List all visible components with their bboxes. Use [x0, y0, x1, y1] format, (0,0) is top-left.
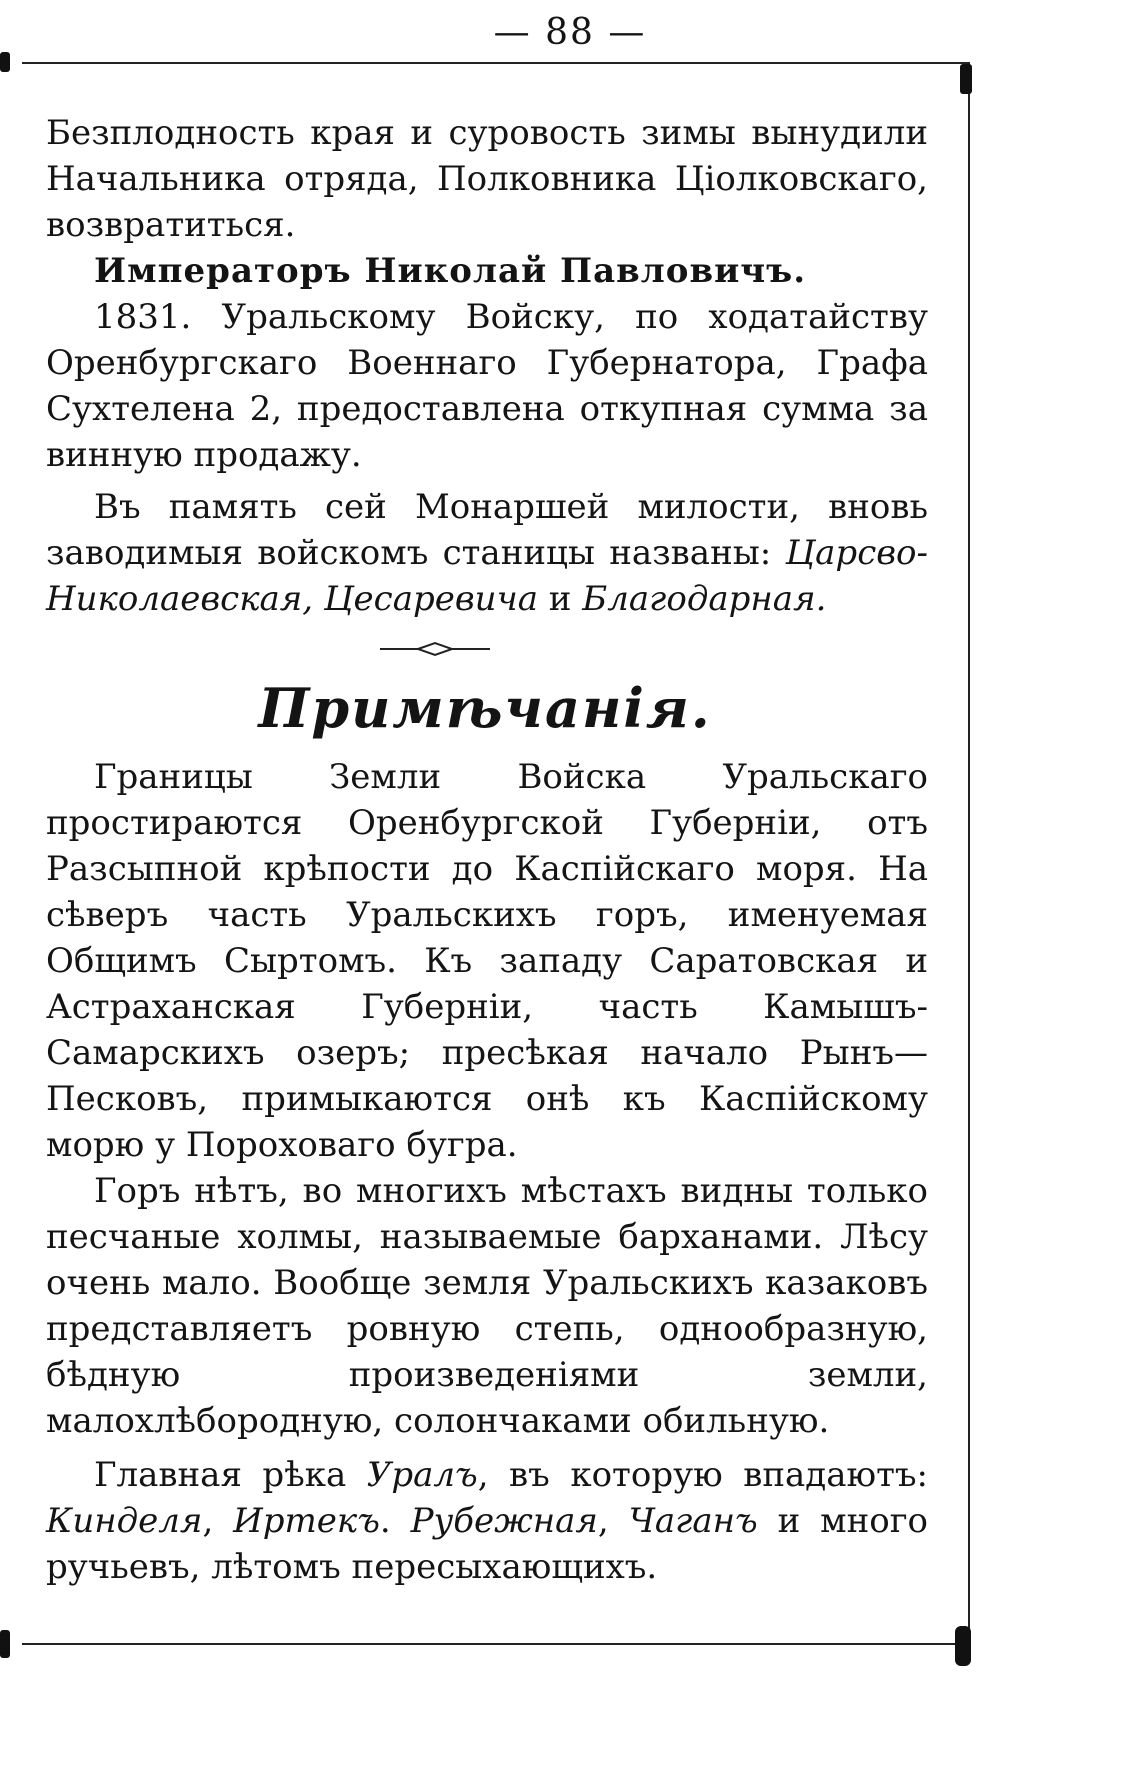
right-border-rule	[968, 62, 970, 1644]
rivers-text-mid: , въ которую впадаютъ:	[477, 1455, 929, 1495]
river-3: Рубежная	[410, 1501, 598, 1541]
paragraph-terrain: Горъ нѣтъ, во многихъ мѣстахъ видны только песчаные холмы, называемые барханами. Лѣсу очень мало. Вообще земля Уральскихъ казаковъ представляетъ ровную степь, однообразную, бѣдную произведенiями земли, малохлѣбородную, солончаками обильную.	[46, 1171, 928, 1441]
stanitsa-name-3: Благодарная.	[582, 579, 827, 619]
stanitsa-name-2: Цесаревича	[323, 579, 538, 619]
corner-mark-top-right	[960, 64, 972, 94]
rivers-text-start: Главная рѣка	[94, 1455, 367, 1495]
river-2: Иртекъ	[233, 1501, 380, 1541]
memory-text: Въ память сей Монаршей милости, вновь заводимыя войскомъ станицы названы:	[46, 487, 928, 573]
rivers-text-end: и много ручьевъ, лѣтомъ пересыхающихъ.	[46, 1501, 928, 1587]
corner-mark-bottom-right	[955, 1626, 971, 1666]
bottom-rule	[22, 1643, 970, 1645]
corner-mark-bottom-left	[0, 1630, 10, 1658]
river-1: Кинделя	[46, 1501, 203, 1541]
corner-mark-top-left	[0, 52, 10, 72]
section-notes	[46, 754, 928, 1590]
paragraph-1831: 1831. Уральскому Войску, по ходатайству Оренбургскаго Военнаго Губернатора, Графа Сухтелена 2, предоставлена откупная сумма за винную продажу.	[46, 297, 928, 475]
paragraph-return: Безплодность края и суровость зимы вынудили Начальника отряда, Полковника Цiолковскаго, возвратиться.	[46, 113, 928, 245]
conjunction: и	[537, 579, 583, 619]
notes-heading: Примѣчанiя.	[258, 676, 712, 740]
section-history	[46, 110, 928, 622]
paragraph-memory	[46, 484, 928, 622]
top-rule	[22, 62, 970, 64]
emperor-heading: Императоръ Николай Павловичъ.	[94, 251, 807, 291]
paragraph-borders: Границы Земли Войска Уральскаго простираются Оренбургской Губернiи, отъ Разсыпной крѣпости до Каспiйскаго моря. На сѣверъ часть Уральскихъ горъ, именуемая Общимъ Сыртомъ. Къ западу Саратовская и Астраханская Губернiи, часть Камышъ-Самарскихъ озеръ; пресѣкая начало Рынъ—Песковъ, примыкаются онѣ къ Каспiйскому морю у Пороховаго бугра.	[46, 757, 928, 1165]
paragraph-rivers: Главная рѣка Уралъ, въ которую впадаютъ: Кинделя, Иртекъ. Рубежная, Чаганъ и много ручьевъ, лѣтомъ пересыхающихъ.	[46, 1455, 929, 1587]
ornament-divider	[380, 641, 490, 657]
river-4: Чаганъ	[628, 1501, 758, 1541]
page-number: — 88 —	[493, 12, 647, 53]
stanitsa-name-1: Царсво-Николаевская,	[46, 533, 928, 619]
river-ural: Уралъ	[366, 1455, 478, 1495]
